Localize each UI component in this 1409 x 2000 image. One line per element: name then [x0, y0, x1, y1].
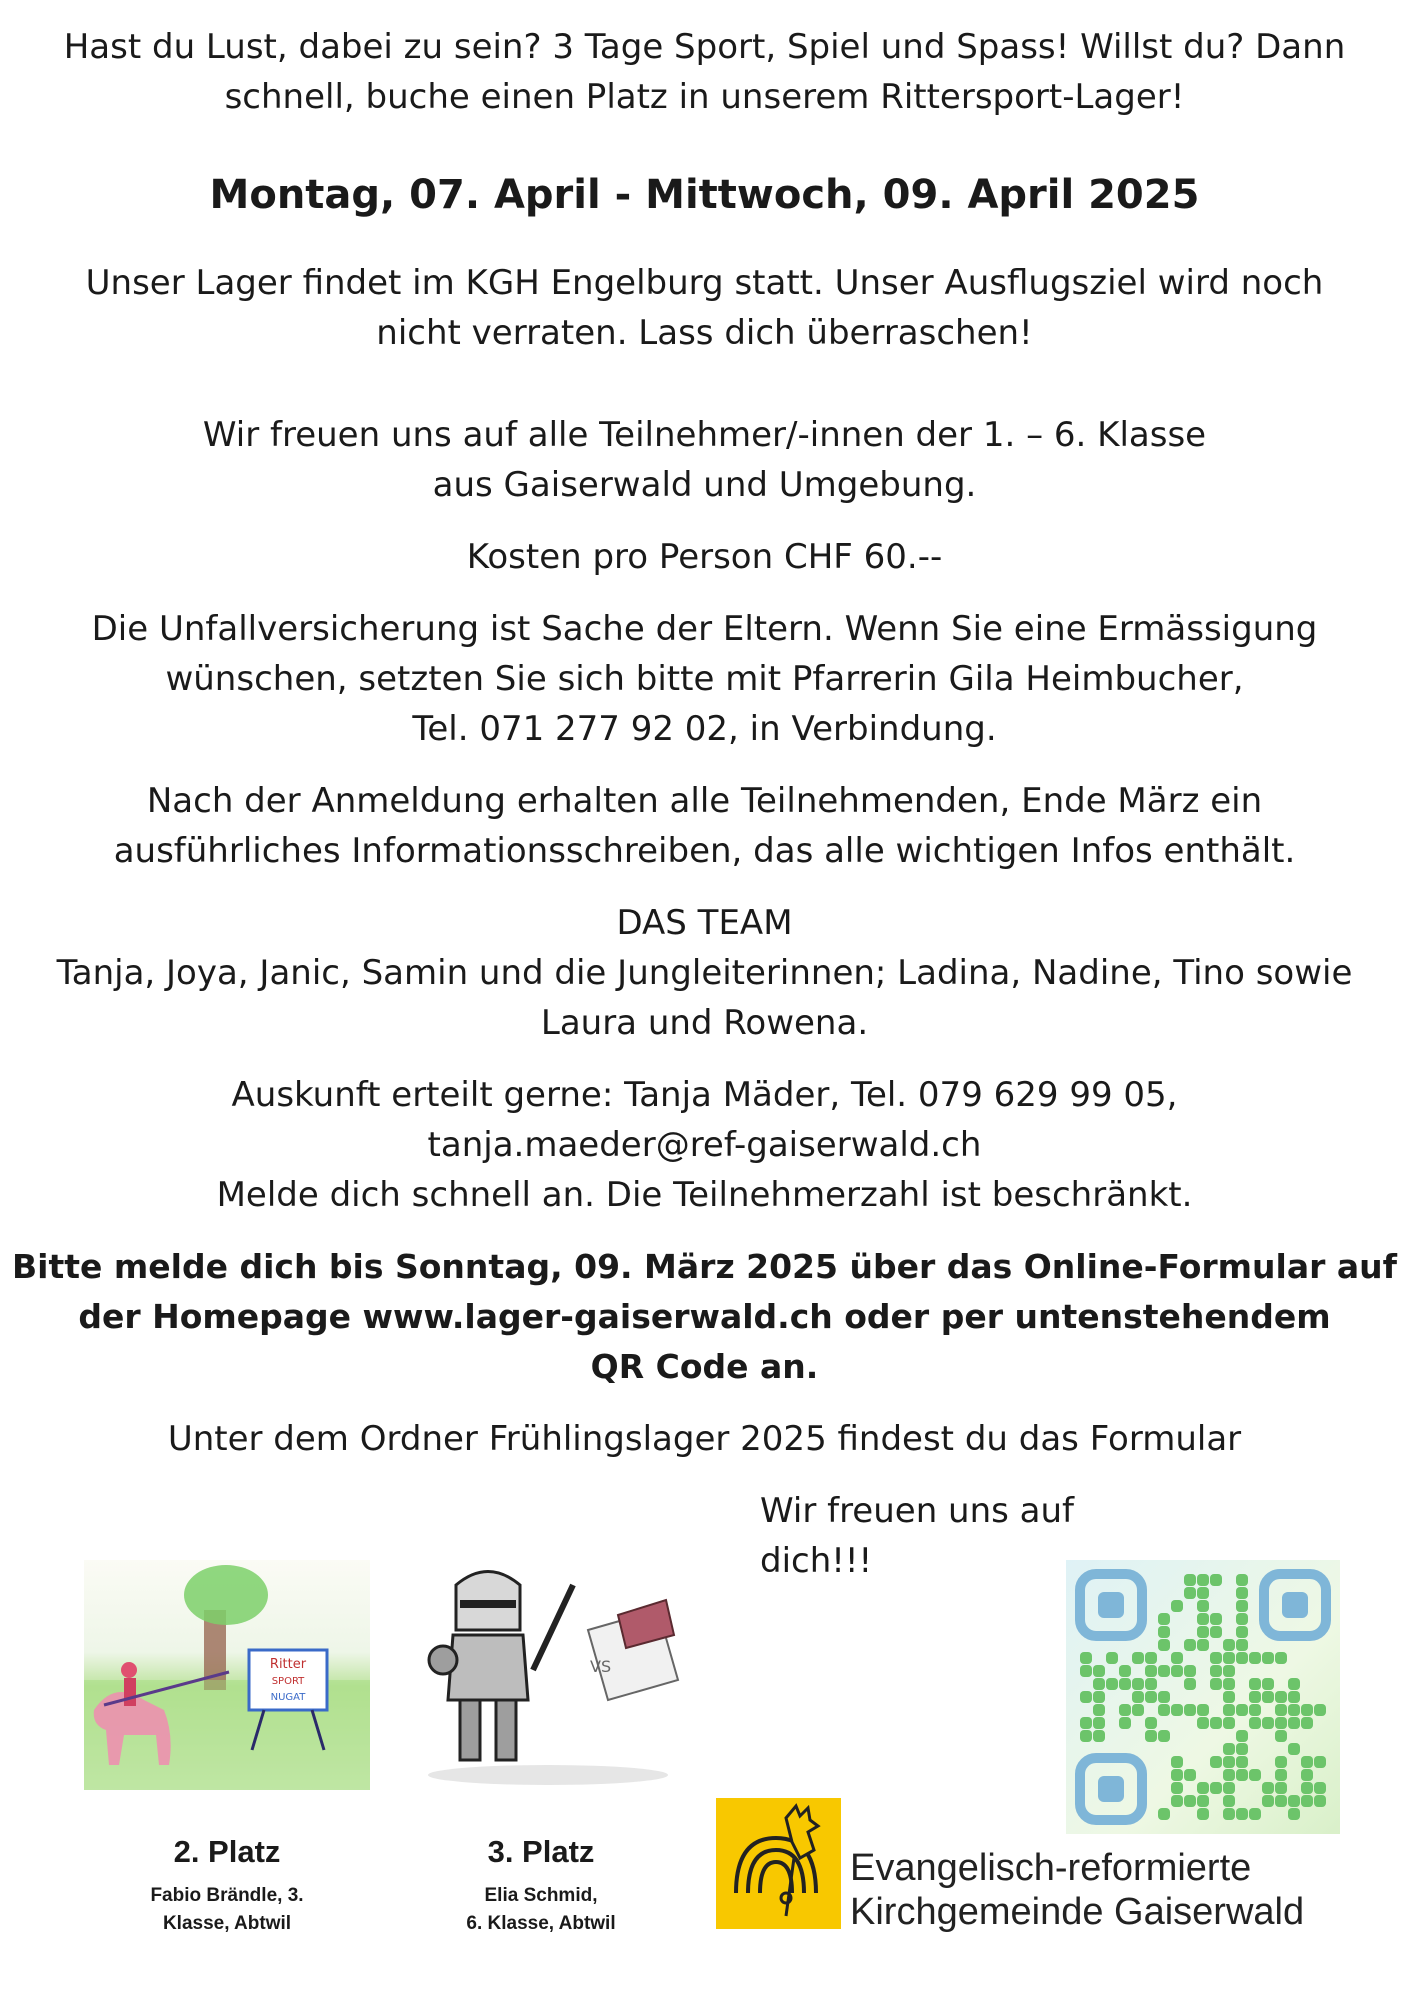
qr-module — [1275, 1717, 1287, 1729]
qr-module — [1145, 1691, 1157, 1703]
knight-drawing-image — [398, 1560, 684, 1790]
qr-module — [1275, 1730, 1287, 1742]
qr-module — [1288, 1808, 1300, 1820]
qr-module — [1210, 1717, 1222, 1729]
info-line-1: Nach der Anmeldung erhalten alle Teilnehmenden, Ende März ein — [146, 781, 1263, 821]
contact-email[interactable]: tanja.maeder@ref-gaiserwald.ch — [427, 1125, 982, 1165]
qr-module — [1132, 1704, 1144, 1716]
qr-module — [1171, 1756, 1183, 1768]
qr-module — [1314, 1795, 1326, 1807]
info-text — [0, 776, 1409, 876]
qr-module — [1184, 1665, 1196, 1677]
contact-line-1: Auskunft erteilt gerne: Tanja Mäder, Tel. 079 629 99 05, — [231, 1075, 1178, 1115]
qr-module — [1184, 1587, 1196, 1599]
qr-finder-top-left — [1080, 1574, 1142, 1636]
qr-module — [1158, 1639, 1170, 1651]
qr-module — [1236, 1704, 1248, 1716]
qr-module — [1288, 1704, 1300, 1716]
qr-module — [1210, 1652, 1222, 1664]
qr-module — [1171, 1704, 1183, 1716]
qr-module — [1314, 1782, 1326, 1794]
qr-module — [1262, 1795, 1274, 1807]
rider-body — [124, 1678, 136, 1706]
knight-leg-left — [460, 1700, 480, 1760]
qr-module — [1210, 1782, 1222, 1794]
qr-module — [1236, 1613, 1248, 1625]
intro-text — [0, 22, 1409, 122]
qr-module — [1275, 1795, 1287, 1807]
qr-module — [1249, 1769, 1261, 1781]
intro-line-1: Hast du Lust, dabei zu sein? 3 Tage Sport, Spiel und Spass! Willst du? Dann — [63, 27, 1346, 67]
qr-module — [1184, 1704, 1196, 1716]
folder-text: Unter dem Ordner Frühlingslager 2025 findest du das Formular — [167, 1419, 1242, 1459]
qr-module — [1223, 1756, 1235, 1768]
qr-module — [1249, 1704, 1261, 1716]
qr-module — [1301, 1795, 1313, 1807]
cost-text: Kosten pro Person CHF 60.-- — [466, 537, 943, 577]
vs-text: VS — [590, 1657, 612, 1676]
location-line-1: Unser Lager findet im KGH Engelburg statt. Unser Ausflugsziel wird noch — [85, 263, 1324, 303]
qr-module — [1275, 1691, 1287, 1703]
qr-module — [1093, 1665, 1105, 1677]
team-section — [0, 898, 1409, 1048]
third-place-label: 3. Platz — [487, 1834, 595, 1869]
location-text — [0, 258, 1409, 358]
qr-module — [1145, 1678, 1157, 1690]
qr-module — [1262, 1782, 1274, 1794]
qr-module — [1145, 1730, 1157, 1742]
qr-module — [1223, 1691, 1235, 1703]
qr-module — [1184, 1639, 1196, 1651]
sign-text-1: Ritter — [269, 1657, 307, 1672]
qr-module — [1106, 1678, 1118, 1690]
rider-head — [121, 1662, 137, 1678]
qr-module — [1236, 1626, 1248, 1638]
qr-module — [1210, 1626, 1222, 1638]
qr-module — [1288, 1678, 1300, 1690]
qr-module — [1223, 1795, 1235, 1807]
qr-module — [1184, 1574, 1196, 1586]
qr-finder-bottom-left — [1080, 1758, 1142, 1820]
qr-module — [1275, 1756, 1287, 1768]
qr-module — [1301, 1782, 1313, 1794]
contact-line-3: Melde dich schnell an. Die Teilnehmerzahl ist beschränkt. — [216, 1175, 1193, 1215]
insurance-line-3: Tel. 071 277 92 02, in Verbindung. — [412, 709, 997, 749]
intro-line-2: schnell, buche einen Platz in unserem Rittersport-Lager! — [224, 77, 1185, 117]
qr-module — [1197, 1574, 1209, 1586]
author3-line-1: Elia Schmid, — [484, 1885, 598, 1906]
qr-module — [1197, 1795, 1209, 1807]
qr-module — [1080, 1730, 1092, 1742]
church-name — [850, 1846, 1370, 1934]
drawing-jousting-knight — [84, 1560, 370, 1790]
qr-module — [1184, 1769, 1196, 1781]
qr-module — [1223, 1665, 1235, 1677]
qr-module — [1275, 1782, 1287, 1794]
qr-module — [1093, 1730, 1105, 1742]
insurance-line-2: wünschen, setzten Sie sich bitte mit Pfarrerin Gila Heimbucher, — [165, 659, 1244, 699]
qr-module — [1158, 1808, 1170, 1820]
church-logo — [716, 1798, 841, 1929]
qr-module — [1210, 1613, 1222, 1625]
qr-module — [1210, 1574, 1222, 1586]
qr-module — [1236, 1587, 1248, 1599]
qr-module — [1288, 1717, 1300, 1729]
qr-module — [1236, 1769, 1248, 1781]
qr-module — [1236, 1743, 1248, 1755]
sign-text-3: NUGAT — [270, 1692, 306, 1703]
rooster-icon — [716, 1798, 841, 1929]
insurance-text — [0, 604, 1409, 754]
qr-module — [1171, 1652, 1183, 1664]
qr-finder-top-right — [1264, 1574, 1326, 1636]
qr-module — [1210, 1756, 1222, 1768]
participants-line-2: aus Gaiserwald und Umgebung. — [432, 465, 977, 505]
qr-module — [1262, 1717, 1274, 1729]
qr-module — [1080, 1652, 1092, 1664]
qr-module — [1249, 1717, 1261, 1729]
qr-module — [1171, 1665, 1183, 1677]
qr-module — [1158, 1665, 1170, 1677]
qr-module — [1236, 1730, 1248, 1742]
drawing-knight-vs-chocolate — [398, 1560, 684, 1790]
knight-leg-right — [496, 1700, 516, 1760]
qr-module — [1249, 1652, 1261, 1664]
qr-module — [1223, 1782, 1235, 1794]
qr-module — [1158, 1613, 1170, 1625]
qr-module — [1262, 1691, 1274, 1703]
camp-date: Montag, 07. April - Mittwoch, 09. April 2025 — [209, 172, 1200, 218]
qr-module — [1197, 1639, 1209, 1651]
qr-module — [1080, 1717, 1092, 1729]
third-place-author — [398, 1882, 684, 1938]
qr-module — [1223, 1808, 1235, 1820]
qr-module — [1132, 1678, 1144, 1690]
closing-text: Wir freuen uns auf dich!!! — [760, 1491, 1075, 1581]
qr-module — [1210, 1678, 1222, 1690]
knight-armor — [448, 1635, 528, 1700]
qr-module — [1223, 1743, 1235, 1755]
qr-module — [1236, 1574, 1248, 1586]
qr-module — [1197, 1587, 1209, 1599]
team-line-2: Laura und Rowena. — [540, 1003, 869, 1043]
author2-line-1: Fabio Brändle, 3. — [150, 1885, 304, 1906]
deadline-line-3: QR Code an. — [590, 1347, 819, 1386]
qr-module — [1236, 1808, 1248, 1820]
qr-module — [1158, 1704, 1170, 1716]
qr-module — [1119, 1665, 1131, 1677]
deadline-line-1: Bitte melde dich bis Sonntag, 09. März 2025 über das Online-Formular auf — [12, 1247, 1397, 1286]
author3-line-2: 6. Klasse, Abtwil — [466, 1913, 616, 1934]
qr-module — [1171, 1795, 1183, 1807]
location-line-2: nicht verraten. Lass dich überraschen! — [376, 313, 1033, 353]
qr-module — [1275, 1704, 1287, 1716]
qr-module — [1275, 1652, 1287, 1664]
tree-crown — [184, 1565, 268, 1625]
qr-module — [1236, 1652, 1248, 1664]
qr-module — [1314, 1756, 1326, 1768]
qr-module — [1119, 1704, 1131, 1716]
qr-module — [1093, 1717, 1105, 1729]
participants-line-1: Wir freuen uns auf alle Teilnehmer/-innen der 1. – 6. Klasse — [202, 415, 1207, 455]
qr-module — [1184, 1678, 1196, 1690]
qr-module — [1119, 1717, 1131, 1729]
qr-module — [1236, 1639, 1248, 1651]
insurance-line-1: Die Unfallversicherung ist Sache der Eltern. Wenn Sie eine Ermässigung — [91, 609, 1318, 649]
qr-module — [1197, 1626, 1209, 1638]
church-name-line-2: Kirchgemeinde Gaiserwald — [850, 1891, 1305, 1933]
qr-module — [1080, 1691, 1092, 1703]
qr-module — [1262, 1652, 1274, 1664]
qr-module — [1249, 1691, 1261, 1703]
qr-module — [1080, 1665, 1092, 1677]
helmet-visor — [460, 1600, 516, 1608]
deadline-line-2[interactable]: der Homepage www.lager-gaiserwald.ch oder per untenstehendem — [78, 1297, 1331, 1336]
qr-module — [1093, 1691, 1105, 1703]
qr-module — [1145, 1717, 1157, 1729]
qr-module — [1197, 1808, 1209, 1820]
registration-qr-code[interactable] — [1066, 1560, 1340, 1834]
participants-text — [0, 410, 1409, 510]
qr-module — [1093, 1704, 1105, 1716]
qr-module — [1145, 1652, 1157, 1664]
qr-module — [1301, 1704, 1313, 1716]
second-place-author — [84, 1882, 370, 1938]
qr-module — [1197, 1600, 1209, 1612]
qr-module — [1223, 1769, 1235, 1781]
qr-module — [1301, 1769, 1313, 1781]
qr-module — [1288, 1795, 1300, 1807]
qr-module — [1236, 1600, 1248, 1612]
qr-module — [1158, 1730, 1170, 1742]
qr-code-image — [1066, 1560, 1340, 1834]
qr-module — [1158, 1691, 1170, 1703]
qr-module — [1223, 1639, 1235, 1651]
qr-module — [1197, 1782, 1209, 1794]
qr-module — [1301, 1717, 1313, 1729]
qr-module — [1223, 1717, 1235, 1729]
jousting-drawing-image — [84, 1560, 370, 1790]
qr-module — [1171, 1600, 1183, 1612]
qr-module — [1210, 1665, 1222, 1677]
author2-line-2: Klasse, Abtwil — [162, 1913, 292, 1934]
qr-module — [1223, 1678, 1235, 1690]
qr-module — [1301, 1756, 1313, 1768]
qr-module — [1314, 1704, 1326, 1716]
sign-text-2: SPORT — [271, 1676, 305, 1687]
qr-module — [1184, 1795, 1196, 1807]
info-line-2: ausführliches Informationsschreiben, das alle wichtigen Infos enthält. — [113, 831, 1296, 871]
qr-module — [1106, 1652, 1118, 1664]
qr-module — [1197, 1613, 1209, 1625]
qr-module — [1132, 1652, 1144, 1664]
qr-module — [1171, 1782, 1183, 1794]
qr-module — [1145, 1665, 1157, 1677]
qr-module — [1288, 1691, 1300, 1703]
qr-module — [1249, 1808, 1261, 1820]
qr-module — [1093, 1678, 1105, 1690]
qr-module — [1197, 1717, 1209, 1729]
qr-module — [1158, 1626, 1170, 1638]
qr-module — [1223, 1652, 1235, 1664]
second-place-label: 2. Platz — [173, 1834, 281, 1869]
qr-module — [1249, 1678, 1261, 1690]
church-name-line-1: Evangelisch-reformierte — [850, 1847, 1252, 1889]
knight-sword — [533, 1585, 573, 1670]
qr-module — [1236, 1756, 1248, 1768]
qr-module — [1171, 1769, 1183, 1781]
qr-module — [1132, 1691, 1144, 1703]
contact-text — [0, 1070, 1409, 1220]
registration-deadline — [0, 1242, 1409, 1392]
ground-shadow — [428, 1765, 668, 1785]
knight-shoulder — [429, 1646, 457, 1674]
qr-module — [1262, 1678, 1274, 1690]
team-heading: DAS TEAM — [616, 903, 793, 943]
qr-module — [1119, 1678, 1131, 1690]
qr-module — [1275, 1769, 1287, 1781]
qr-module — [1197, 1704, 1209, 1716]
qr-module — [1223, 1704, 1235, 1716]
qr-module — [1288, 1743, 1300, 1755]
team-line-1: Tanja, Joya, Janic, Samin und die Jungleiterinnen; Ladina, Nadine, Tino sowie — [56, 953, 1353, 993]
